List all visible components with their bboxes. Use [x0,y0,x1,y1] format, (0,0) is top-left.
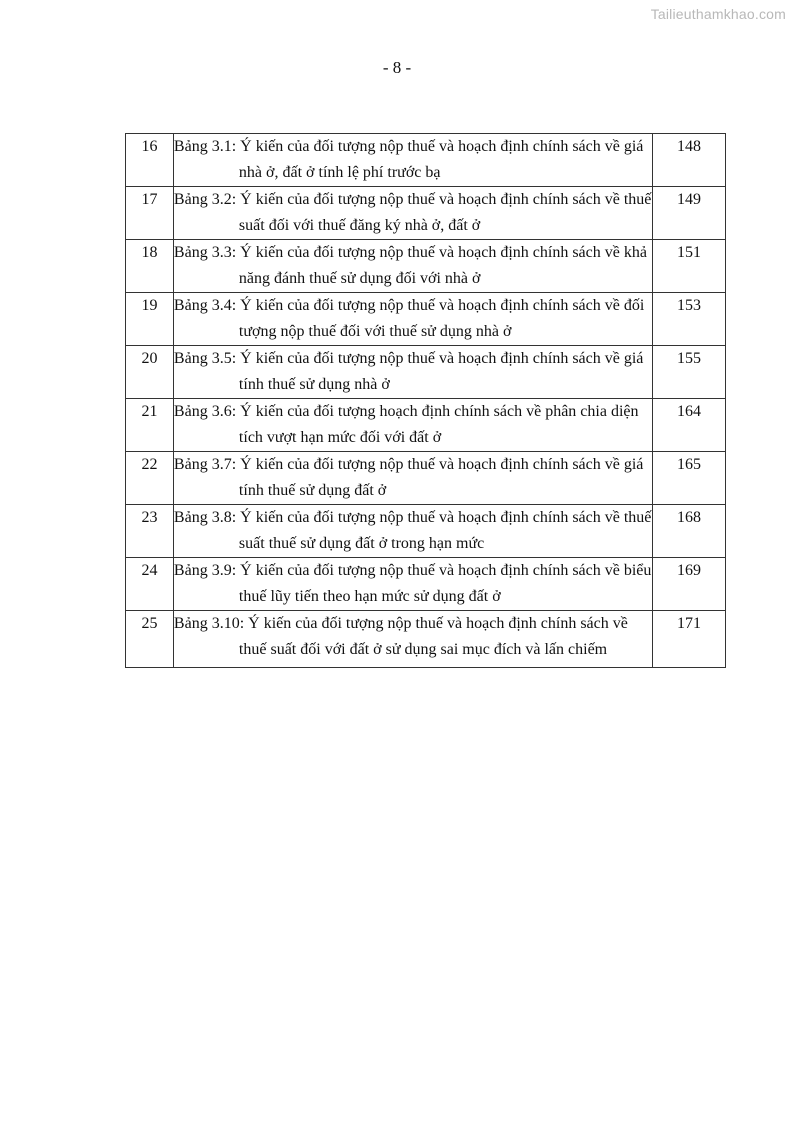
table-row [126,134,726,187]
row-page: 164 [653,399,726,452]
row-title: Bảng 3.7: Ý kiến của đối tượng nộp thuế và hoạch định chính sách về giá tính thuế sử dụng đất ở [173,456,644,499]
row-title-cell [173,346,652,399]
row-title-cell [173,558,652,611]
row-number: 16 [126,134,174,187]
table-row [126,505,726,558]
row-title-cell [173,187,652,240]
row-page: 165 [653,452,726,505]
table-row [126,346,726,399]
row-title-cell [173,293,652,346]
row-number: 20 [126,346,174,399]
row-page: 168 [653,505,726,558]
row-page: 153 [653,293,726,346]
row-title-cell [173,611,652,668]
row-page: 171 [653,611,726,668]
table-row [126,187,726,240]
row-number: 25 [126,611,174,668]
row-number: 19 [126,293,174,346]
row-page: 148 [653,134,726,187]
row-title: Bảng 3.5: Ý kiến của đối tượng nộp thuế và hoạch định chính sách về giá tính thuế sử dụng nhà ở [173,350,644,393]
table-of-contents [125,133,726,668]
row-title: Bảng 3.6: Ý kiến của đối tượng hoạch định chính sách về phân chia diện tích vượt hạn mức đối với đất ở [173,403,639,446]
row-page: 151 [653,240,726,293]
row-title: Bảng 3.2: Ý kiến của đối tượng nộp thuế và hoạch định chính sách về thuế suất đối với thuế đăng ký nhà ở, đất ở [173,191,652,234]
row-title-cell [173,505,652,558]
row-title: Bảng 3.8: Ý kiến của đối tượng nộp thuế và hoạch định chính sách về thuế suất thuế sử dụng đất ở trong hạn mức [173,509,652,552]
row-title: Bảng 3.4: Ý kiến của đối tượng nộp thuế và hoạch định chính sách về đối tượng nộp thuế đối với thuế sử dụng nhà ở [173,297,645,340]
row-page: 155 [653,346,726,399]
row-number: 24 [126,558,174,611]
row-page: 149 [653,187,726,240]
row-number: 17 [126,187,174,240]
table-row [126,399,726,452]
table-row [126,611,726,668]
row-number: 22 [126,452,174,505]
row-title: Bảng 3.9: Ý kiến của đối tượng nộp thuế và hoạch định chính sách về biểu thuế lũy tiến theo hạn mức sử dụng đất ở [173,562,652,605]
row-title-cell [173,399,652,452]
row-title-cell [173,134,652,187]
table-row [126,240,726,293]
row-number: 21 [126,399,174,452]
table-row [126,293,726,346]
row-number: 18 [126,240,174,293]
table-row [126,558,726,611]
table-row [126,452,726,505]
row-page: 169 [653,558,726,611]
row-title: Bảng 3.10: Ý kiến của đối tượng nộp thuế và hoạch định chính sách về thuế suất đối với đất ở sử dụng sai mục đích và lấn chiếm [173,615,628,658]
row-number: 23 [126,505,174,558]
row-title-cell [173,240,652,293]
row-title: Bảng 3.3: Ý kiến của đối tượng nộp thuế và hoạch định chính sách về khả năng đánh thuế sử dụng đối với nhà ở [173,244,647,287]
row-title: Bảng 3.1: Ý kiến của đối tượng nộp thuế và hoạch định chính sách về giá nhà ở, đất ở tính lệ phí trước bạ [173,138,644,181]
page-number: - 8 - [382,58,412,77]
row-title-cell [173,452,652,505]
watermark-text: Tailieuthamkhao.com [650,6,786,22]
